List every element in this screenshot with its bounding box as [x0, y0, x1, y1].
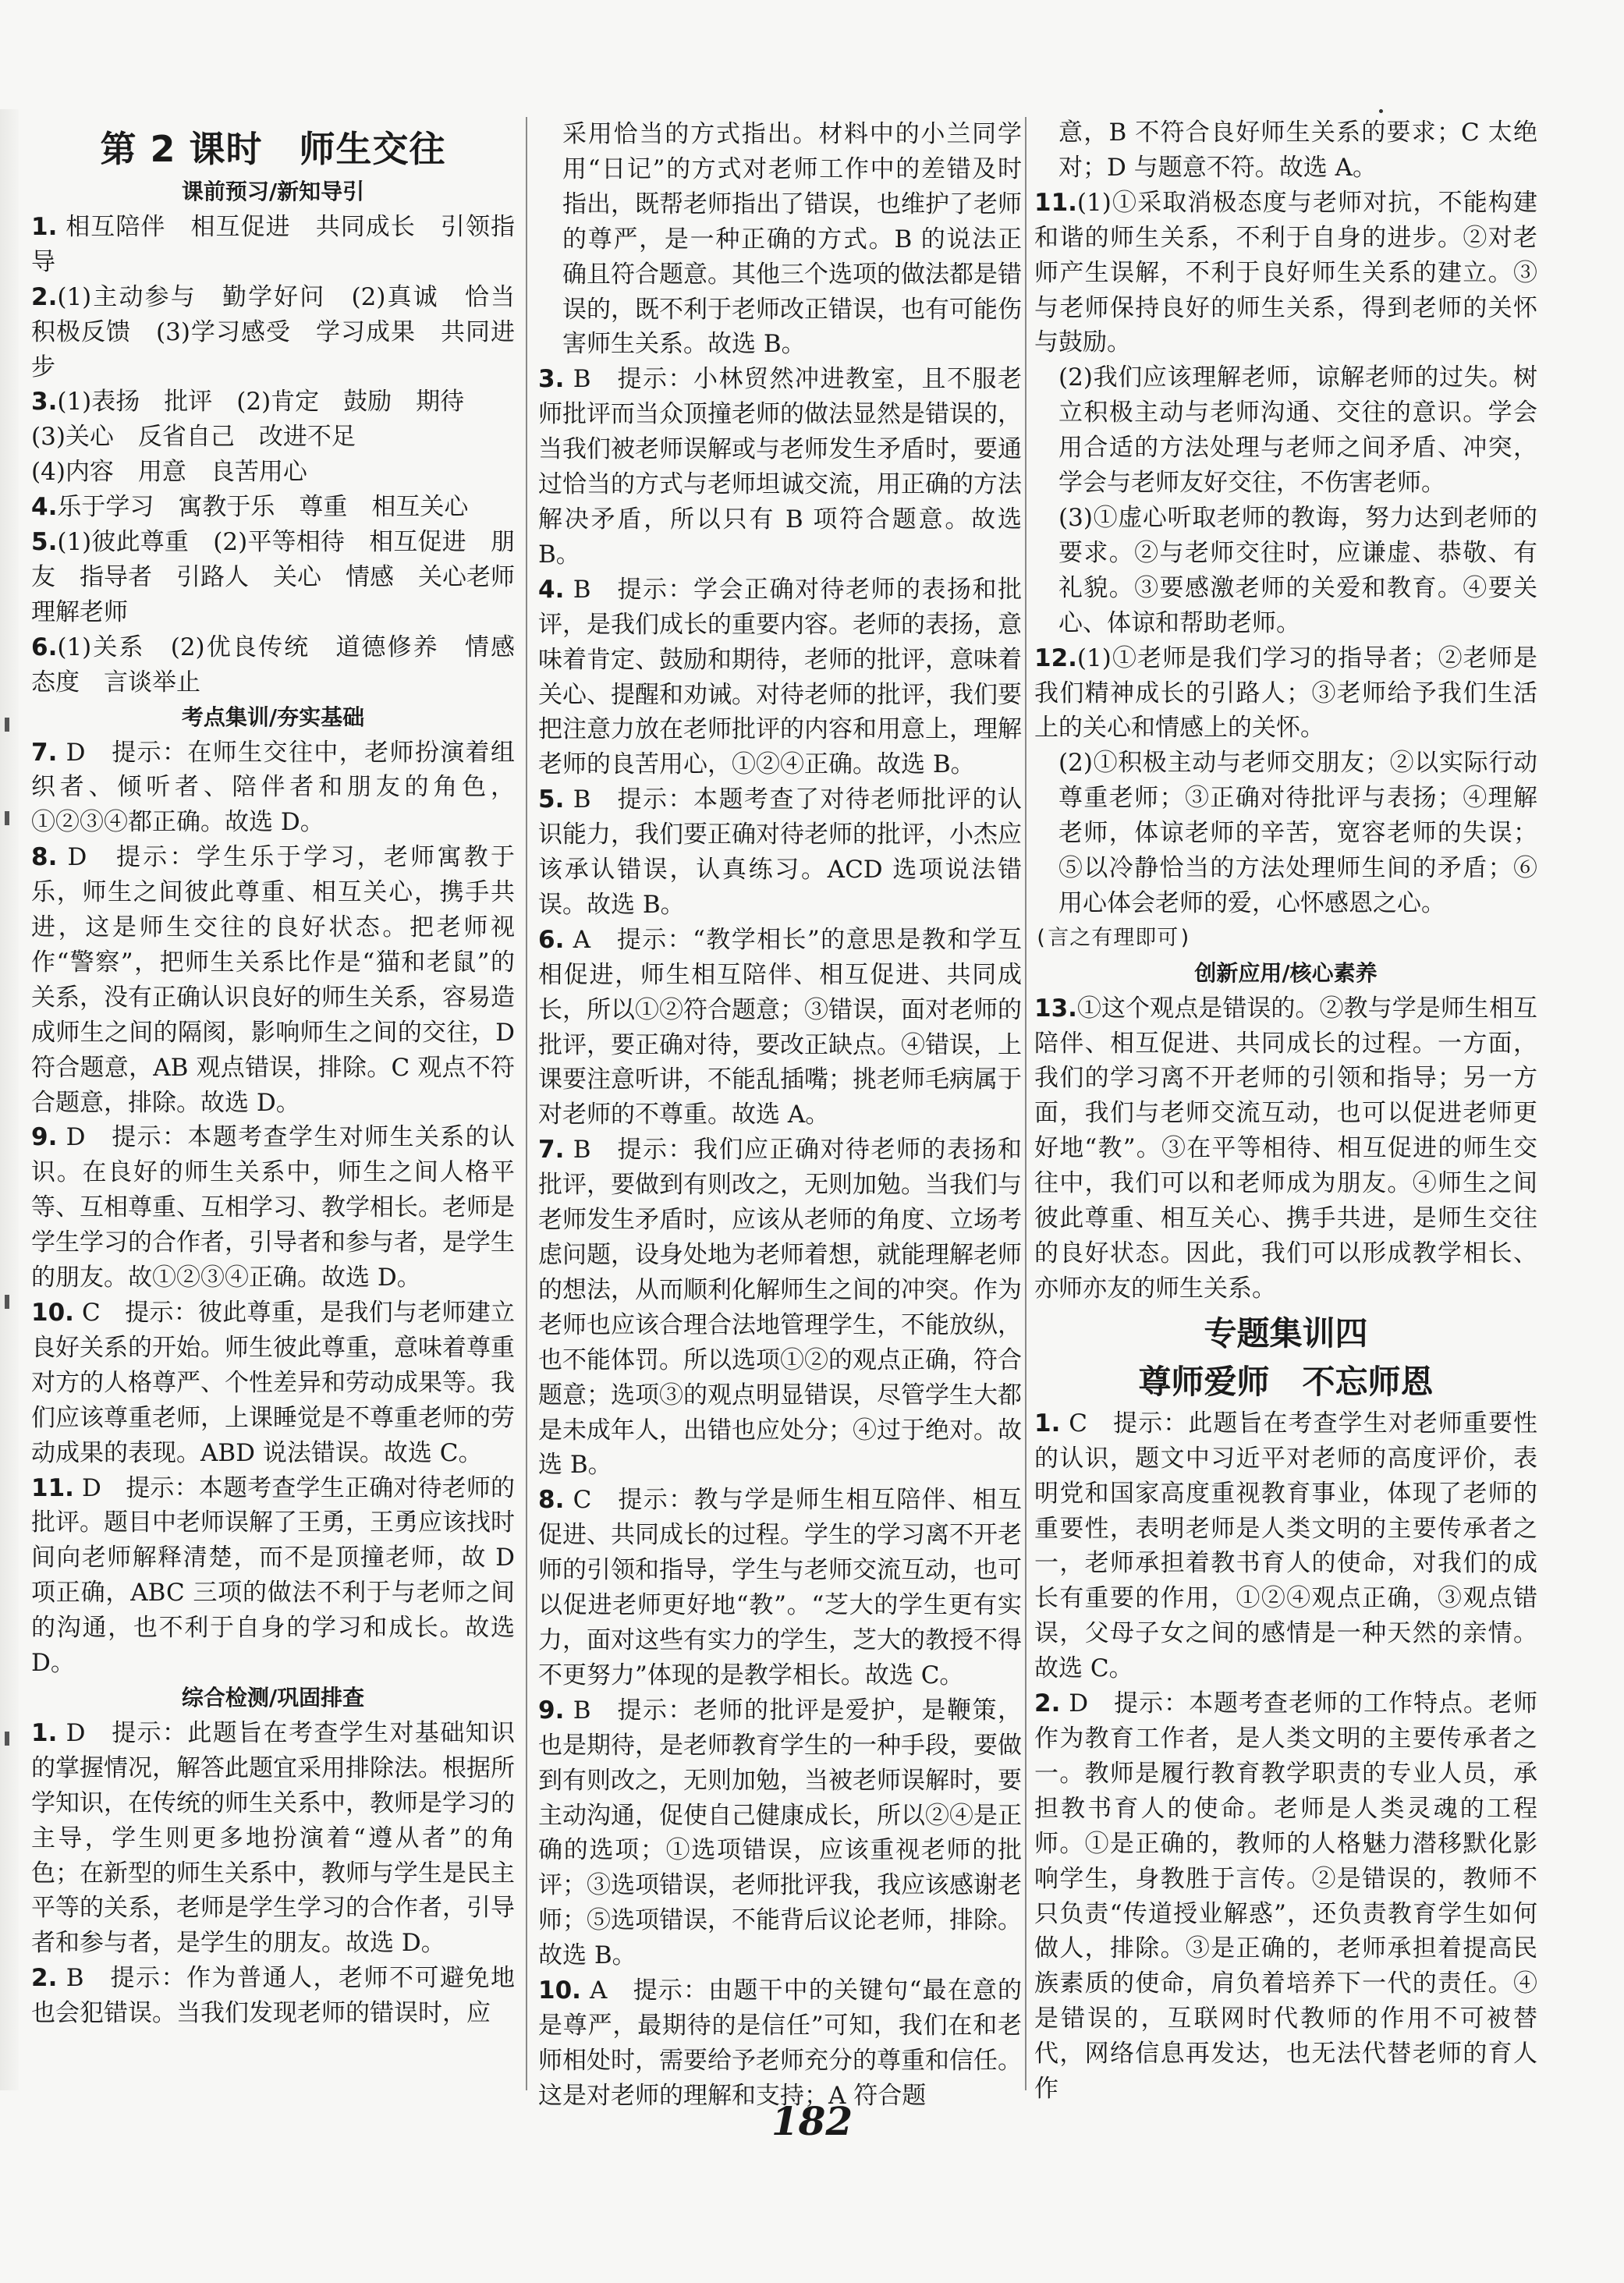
item-number: 12. [1034, 643, 1077, 672]
lesson-title: 第 2 课时 师生交往 [100, 128, 446, 170]
item-number: 10. [538, 1976, 581, 2005]
answer-item [1034, 991, 1537, 1306]
answer-letter: B [573, 575, 591, 604]
item-number: 13. [1034, 994, 1077, 1023]
answer-letter: D [81, 1473, 101, 1502]
item-text: ①这个观点是错误的。②教与学是师生相互陪伴、相互促进、共同成长的过程。一方面，我们的学习离不开老师的引领和指导；另一方面，我们与老师交流互动，也可以促进老师更好地“教”。③在平等相待、相互促进的师生交往中，我们可以和老师成为朋友。④师生之间彼此尊重、相互关心、携手共进，是师生交往的良好状态。因此，我们可以形成教学相长、亦师亦友的师生关系。 [1034, 994, 1537, 1303]
item-text: (1)①老师是我们学习的指导者；②老师是我们精神成长的引路人；③老师给予我们生活上的关心和情感上的关怀。 [1034, 643, 1537, 743]
item-text: 提示：此题旨在考查学生对老师重要性的认识，题文中习近平对老师的高度评价，表明党和国家高度重视教育事业，体现了老师的重要性，表明老师是人类文明的主要传承者之一，老师承担着教书育人的使命，对我们的成长有重要的作用，①②④观点正确，③观点错误，父母子女之间的感情是一种天然的亲情。故选 C。 [1034, 1409, 1538, 1683]
item-number: 6. [31, 633, 58, 661]
column-divider [526, 117, 527, 2090]
preview-item [31, 490, 515, 525]
item-number: 9. [31, 1123, 58, 1152]
item-text: (1)表扬 批评 (2)肯定 鼓励 期待 [57, 388, 465, 417]
item-number: 4. [31, 493, 58, 522]
item-number: 10. [31, 1299, 74, 1327]
section-heading-training: 考点集训/夯实基础 [181, 704, 365, 730]
item-text: 提示：作为普通人，老师不可避免地也会犯错误。当我们发现老师的错误时，应 [31, 1964, 515, 2028]
answer-letter: D [66, 1123, 86, 1152]
preview-item [31, 210, 515, 280]
item-text: 提示：学会正确对待老师的表扬和批评，是我们成长的重要内容。老师的表扬，意味着肯定、鼓励和期待，老师的批评，意味着关心、提醒和劝诫。对待老师的批评，我们要把注意力放在老师批评的内容和用意上，理解老师的良苦用心，①②④正确。故选 B。 [538, 575, 1022, 779]
item-text: 提示：小林贸然冲进教室，且不服老师批评而当众顶撞老师的做法显然是错误的，当我们被老师误解或与老师发生矛盾时，要通过恰当的方式与老师坦诚交流，用正确的方法解决矛盾，所以只有 B 项符合题意。故选 B。 [538, 365, 1022, 569]
column-left [31, 117, 539, 2031]
answer-item [31, 840, 515, 1120]
answer-continuation: 意，B 不符合良好师生关系的要求；C 太绝对；D 与题意不符。故选 A。 [1058, 119, 1537, 182]
answer-item [31, 736, 515, 841]
answer-item [31, 1716, 515, 1961]
answer-letter: B [573, 1136, 591, 1165]
page-number: 182 [771, 2098, 853, 2144]
item-number: 3. [538, 365, 565, 394]
item-text: 相互陪伴 相互促进 共同成长 引领指导 [31, 212, 516, 276]
topic-subtitle: 尊师爱师 不忘师恩 [1138, 1362, 1434, 1401]
answer-item [538, 1973, 1022, 2114]
answer-letter: D [1069, 1689, 1089, 1718]
column-divider [1025, 117, 1027, 2090]
section-heading-innovation: 创新应用/核心素养 [1194, 959, 1378, 986]
answer-letter: B [573, 1696, 591, 1725]
answer-item [538, 362, 1022, 572]
answer-item [538, 573, 1022, 782]
item-text: (1)①采取消极态度与老师对抗，不能构建和谐的师生关系，不利于自身的进步。②对老师产生误解，不利于良好师生关系的建立。③与老师保持良好的师生关系，得到老师的关怀与鼓励。 [1034, 188, 1537, 357]
answer-item [538, 1133, 1022, 1483]
item-text: (1)主动参与 勤学好问 (2)真诚 恰当 积极反馈 (3)学习感受 学习成果 共同进步 [31, 282, 539, 381]
preview-item [31, 630, 539, 700]
preview-subitem: (4)内容 用意 良苦用心 [31, 458, 307, 487]
item-number: 2. [31, 1964, 58, 1993]
item-number: 2. [31, 282, 58, 311]
answer-item [538, 782, 1022, 923]
item-text: (1)关系 (2)优良传统 道德修养 情感 态度 言谈举止 [31, 633, 539, 697]
item-number: 7. [31, 738, 58, 767]
preview-item [31, 385, 515, 420]
answer-letter: B [66, 1964, 84, 1993]
item-text: 提示：由题干中的关键句“最在意的是尊严，最期待的是信任”可知，我们在和老师相处时，需要给予老师充分的尊重和信任。这是对老师的理解和支持；A 符合题 [538, 1976, 1023, 2110]
item-number: 8. [538, 1486, 565, 1515]
item-number: 2. [1034, 1689, 1061, 1718]
item-number: 1. [31, 212, 58, 241]
answer-item [31, 1120, 515, 1296]
binding-mark [5, 718, 9, 732]
item-text: 提示：本题考查老师的工作特点。老师作为教育工作者，是人类文明的主要传承者之一。教师是履行教育教学职责的专业人员，承担教书育人的使命。老师是人类灵魂的工程师。①是正确的，教师的人格魅力潜移默化影响学生，身教胜于言传。②是错误的，教师不只负责“传道授业解惑”，还负责教育学生如何做人，排除。③是正确的，老师承担着提高民族素质的使命，肩负着培养下一代的责任。④是错误的，互联网时代教师的作用不可被替代，网络信息再发达，也无法代替老师的育人作 [1034, 1689, 1538, 2104]
answer-item [538, 1693, 1022, 1973]
preview-item [31, 525, 539, 630]
answer-item [538, 923, 1022, 1133]
answer-item [31, 1471, 515, 1681]
answer-item [538, 1483, 1022, 1693]
item-text: 提示：老师的批评是爱护，是鞭策，也是期待，是老师教育学生的一种手段，要做到有则改之，无则加勉，当被老师误解时，要主动沟通，促使自己健康成长，所以②④是正确的选项；①选项错误，应该重视老师的批评；③选项错误，老师批评我，我应该感谢老师；⑤选项错误，不能背后议论老师，排除。故选 B。 [538, 1696, 1022, 1970]
item-text: 提示：本题考查学生对师生关系的认识。在良好的师生关系中，师生之间人格平等、互相尊重、互相学习、教学相长。老师是学生学习的合作者，引导者和参与者，是学生的朋友。故①②③④正确。故选 D。 [31, 1123, 516, 1292]
item-number: 9. [538, 1696, 565, 1725]
binding-margin [0, 109, 19, 2090]
print-speck [1379, 109, 1383, 113]
answer-note: (言之有理即可) [1034, 925, 1193, 950]
item-number: 11. [1034, 188, 1077, 217]
item-text: 提示：在师生交往中，老师扮演着组织者、倾听者、陪伴者和朋友的角色，①②③④都正确。故选 D。 [31, 738, 516, 837]
answer-item [31, 1961, 515, 2031]
binding-mark [5, 1732, 9, 1746]
column-middle [538, 117, 1022, 2114]
answer-item [31, 1296, 515, 1471]
answer-letter: C [573, 1486, 592, 1515]
preview-item [31, 280, 539, 385]
answer-letter: C [1069, 1409, 1088, 1438]
answer-letter: C [82, 1299, 101, 1327]
answer-subitem: (2)①积极主动与老师交朋友；②以实际行动尊重老师；③正确对待批评与表扬；④理解老师，体谅老师的辛苦，宽容老师的失误；⑤以冷静恰当的方法处理师生间的矛盾；⑥用心体会老师的爱，心怀感恩之心。 [1058, 749, 1537, 917]
answer-letter: A [573, 925, 591, 954]
preview-subitem: (3)关心 反省自己 改进不足 [31, 423, 356, 452]
answer-letter: B [573, 365, 591, 394]
answer-continuation: 采用恰当的方式指出。材料中的小兰同学用“日记”的方式对老师工作中的差错及时指出，既帮老师指出了错误，也维护了老师的尊严，是一种正确的方式。B 的说法正确且符合题意。其他三个选项的做法都是错误的，既不利于老师改正错误，也有可能伤害师生关系。故选 B。 [562, 120, 1022, 359]
item-text: 乐于学习 寓教于乐 尊重 相互关心 [57, 493, 469, 522]
section-heading-preview: 课前预习/新知导引 [181, 179, 365, 204]
item-text: 提示：我们应正确对待老师的表扬和批评，要做到有则改之，无则加勉。当我们与老师发生矛盾时，应该从老师的角度、立场考虑问题，设身处地为老师着想，就能理解老师的想法，从而顺利化解师生之间的冲突。作为老师也应该合理合法地管理学生，不能放纵，也不能体罚。所以选项①②的观点正确，符合题意；选项③的观点明显错误，尽管学生大都是未成年人，出错也应处分；④过于绝对。故选 B。 [538, 1136, 1022, 1480]
section-heading-comprehensive: 综合检测/巩固排查 [181, 1684, 365, 1710]
answer-item [1034, 641, 1537, 746]
column-right [1034, 115, 1537, 2107]
item-text: 提示：本题考查了对待老师批评的认识能力，我们要正确对待老师的批评，小杰应该承认错误，认真练习。ACD 选项说法错误。故选 B。 [538, 785, 1022, 919]
item-number: 7. [538, 1136, 565, 1165]
item-text: 提示：学生乐于学习，老师寓教于乐，师生之间彼此尊重、相互关心，携手共进，这是师生交往的良好状态。把老师视作“警察”，把师生关系比作是“猫和老鼠”的关系，没有正确认识良好的师生关系，容易造成师生之间的隔阂，影响师生之间的交往，D 符合题意，AB 观点错误，排除。C 观点不符合题意，排除。故选 D。 [31, 843, 516, 1117]
item-number: 4. [538, 575, 565, 604]
item-text: 提示：本题考查学生正确对待老师的批评。题目中老师误解了王勇，王勇应该找时间向老师解释清楚，而不是顶撞老师，故 D 项正确，ABC 三项的做法不利于与老师之间的沟通，也不利于自身的学习和成长。故选 D。 [31, 1473, 516, 1678]
item-number: 1. [1034, 1409, 1061, 1438]
item-number: 5. [538, 785, 565, 814]
answer-item [1034, 1406, 1537, 1686]
item-number: 6. [538, 925, 565, 954]
answer-subitem: (3)①虚心听取老师的教诲，努力达到老师的要求。②与老师交往时，应谦虚、恭敬、有礼貌。③要感激老师的关爱和教育。④要关心、体谅和帮助老师。 [1058, 503, 1537, 637]
answer-item [1034, 186, 1537, 361]
item-text: 提示：彼此尊重，是我们与老师建立良好关系的开始。师生彼此尊重，意味着尊重对方的人格尊严、个性差异和劳动成果等。我们应该尊重老师，上课睡觉是不尊重老师的劳动成果的表现。ABD 说法错误。故选 C。 [31, 1299, 516, 1467]
item-text: 提示：此题旨在考查学生对基础知识的掌握情况，解答此题宜采用排除法。根据所学知识，在传统的师生关系中，教师是学习的主导，学生则更多地扮演着“遵从者”的角色；在新型的师生关系中，教师与学生是民主平等的关系，老师是学生学习的合作者，引导者和参与者，是学生的朋友。故选 D。 [31, 1718, 516, 1958]
item-number: 1. [31, 1718, 58, 1747]
answer-letter: B [573, 785, 591, 814]
item-number: 11. [31, 1473, 74, 1502]
item-number: 5. [31, 528, 58, 557]
binding-mark [5, 811, 9, 825]
item-text: 提示：教与学是师生相互陪伴、相互促进、共同成长的过程。学生的学习离不开老师的引领和指导，学生与老师交流互动，也可以促进老师更好地“教”。“芝大的学生更有实力，面对这些有实力的学生，芝大的教授不得不更努力”体现的是教学相长。故选 C。 [538, 1486, 1023, 1689]
answer-letter: D [66, 738, 86, 767]
item-text: 提示：“教学相长”的意思是教和学互相促进，师生相互陪伴、相互促进、共同成长，所以①②符合题意；③错误，面对老师的批评，要正确对待，要改正缺点。④错误，上课要注意听讲，不能乱插嘴；挑老师毛病属于对老师的不尊重。故选 A。 [538, 925, 1022, 1129]
answer-letter: A [589, 1976, 608, 2005]
binding-mark [5, 1295, 9, 1309]
answer-subitem: (2)我们应该理解老师，谅解老师的过失。树立积极主动与老师沟通、交往的意识。学会用合适的方法处理与老师之间矛盾、冲突，学会与老师友好交往，不伤害老师。 [1058, 363, 1537, 498]
topic-title: 专题集训四 [1204, 1313, 1368, 1352]
item-text: (1)彼此尊重 (2)平等相待 相互促进 朋友 指导者 引路人 关心 情感 关心老师 理解老师 [31, 528, 539, 626]
answer-letter: D [66, 1718, 86, 1747]
item-number: 3. [31, 388, 58, 417]
answer-letter: D [67, 843, 87, 872]
answer-item [1034, 1686, 1537, 2107]
item-number: 8. [31, 843, 58, 872]
